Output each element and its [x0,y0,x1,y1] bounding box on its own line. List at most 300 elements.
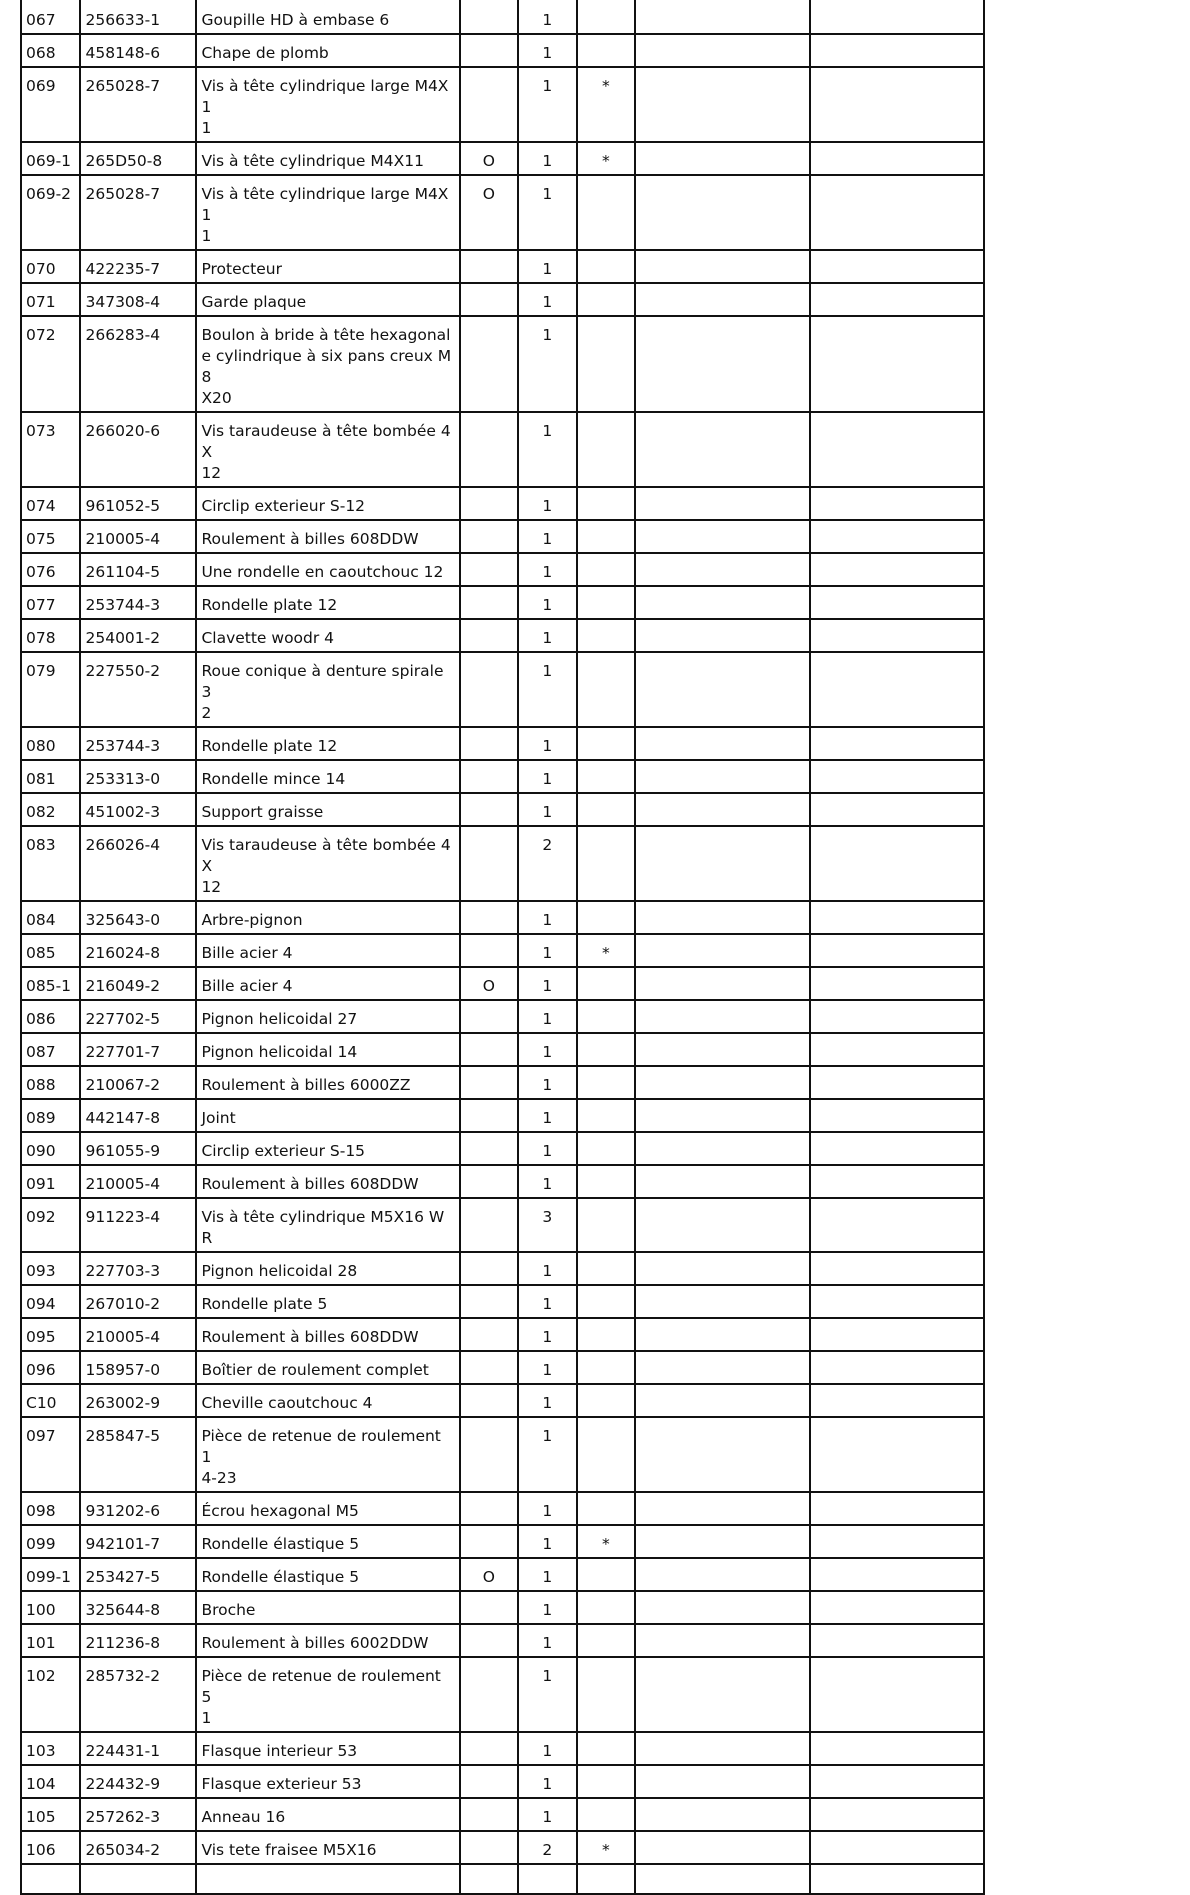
empty-cell [810,1417,985,1492]
note-mark-cell: * [577,1525,635,1558]
note-mark-cell [577,1198,635,1252]
ref-number-cell: 087 [21,1033,80,1066]
note-mark-cell [577,283,635,316]
empty-cell [810,727,985,760]
part-number-cell: 325644-8 [80,1591,196,1624]
part-number-cell: 227703-3 [80,1252,196,1285]
empty-cell [810,34,985,67]
table-row [21,1351,984,1384]
description-cell: Vis à tête cylindrique large M4X1 1 [196,175,459,250]
ref-number-cell: 081 [21,760,80,793]
quantity-cell: 1 [518,652,576,727]
note-mark-cell [577,1099,635,1132]
quantity-cell: 1 [518,1525,576,1558]
ref-number-cell: 075 [21,520,80,553]
option-cell [460,283,518,316]
ref-number-cell: 105 [21,1798,80,1831]
empty-cell [635,1831,809,1864]
option-cell [460,1099,518,1132]
note-mark-cell [577,1492,635,1525]
description-cell: Roue conique à denture spirale 3 2 [196,652,459,727]
empty-cell [577,1864,635,1894]
note-mark-cell [577,967,635,1000]
empty-cell [80,1864,196,1894]
description-cell: Rondelle élastique 5 [196,1558,459,1591]
empty-cell [810,1384,985,1417]
option-cell [460,553,518,586]
option-cell [460,1384,518,1417]
note-mark-cell [577,1417,635,1492]
part-number-cell: 224432-9 [80,1765,196,1798]
ref-number-cell: 102 [21,1657,80,1732]
empty-cell [810,1831,985,1864]
ref-number-cell: 070 [21,250,80,283]
description-cell: Vis taraudeuse à tête bombée 4X 12 [196,412,459,487]
empty-cell [635,1657,809,1732]
empty-cell [635,652,809,727]
note-mark-cell [577,1657,635,1732]
table-row [21,1285,984,1318]
table-row [21,142,984,175]
part-number-cell: 961055-9 [80,1132,196,1165]
ref-number-cell: 068 [21,34,80,67]
part-number-cell: 256633-1 [80,0,196,34]
table-row [21,727,984,760]
part-number-cell: 210005-4 [80,1165,196,1198]
option-cell [460,316,518,412]
part-number-cell: 422235-7 [80,250,196,283]
option-cell [460,1351,518,1384]
empty-cell [810,760,985,793]
empty-cell [635,1591,809,1624]
table-row [21,934,984,967]
ref-number-cell: 072 [21,316,80,412]
empty-cell [810,1252,985,1285]
empty-cell [810,967,985,1000]
part-number-cell: 216049-2 [80,967,196,1000]
part-number-cell: 451002-3 [80,793,196,826]
empty-cell [635,586,809,619]
note-mark-cell [577,1765,635,1798]
empty-cell [810,283,985,316]
note-mark-cell [577,1252,635,1285]
note-mark-cell [577,316,635,412]
empty-cell [635,316,809,412]
empty-cell [810,250,985,283]
ref-number-cell: 098 [21,1492,80,1525]
part-number-cell: 227702-5 [80,1000,196,1033]
empty-cell [810,1165,985,1198]
empty-cell [810,1066,985,1099]
note-mark-cell [577,1132,635,1165]
quantity-cell: 2 [518,826,576,901]
ref-number-cell: 085-1 [21,967,80,1000]
empty-cell [635,793,809,826]
description-cell: Bille acier 4 [196,934,459,967]
note-mark-cell [577,553,635,586]
quantity-cell: 1 [518,1492,576,1525]
quantity-cell: 1 [518,316,576,412]
option-cell [460,67,518,142]
note-mark-cell [577,250,635,283]
option-cell [460,520,518,553]
quantity-cell: 1 [518,1066,576,1099]
empty-cell [635,520,809,553]
table-row [21,1558,984,1591]
empty-cell [810,316,985,412]
note-mark-cell [577,487,635,520]
description-cell: Vis à tête cylindrique large M4X1 1 [196,67,459,142]
description-cell: Roulement à billes 6000ZZ [196,1066,459,1099]
empty-cell [810,0,985,34]
ref-number-cell: 096 [21,1351,80,1384]
empty-cell [635,0,809,34]
description-cell: Pignon helicoidal 14 [196,1033,459,1066]
description-cell: Pignon helicoidal 28 [196,1252,459,1285]
note-mark-cell [577,1591,635,1624]
option-cell [460,1198,518,1252]
option-cell [460,586,518,619]
table-row [21,412,984,487]
ref-number-cell: 104 [21,1765,80,1798]
note-mark-cell [577,1384,635,1417]
empty-cell [810,1000,985,1033]
table-row [21,34,984,67]
option-cell [460,487,518,520]
table-row [21,1198,984,1252]
empty-cell [810,826,985,901]
empty-cell [810,901,985,934]
empty-cell [810,1624,985,1657]
ref-number-cell: 069-2 [21,175,80,250]
quantity-cell: 1 [518,175,576,250]
part-number-cell: 253427-5 [80,1558,196,1591]
description-cell: Arbre-pignon [196,901,459,934]
table-row [21,1765,984,1798]
option-cell [460,619,518,652]
quantity-cell: 1 [518,586,576,619]
note-mark-cell [577,652,635,727]
empty-cell [21,1864,80,1894]
note-mark-cell [577,1000,635,1033]
option-cell [460,1525,518,1558]
option-cell [460,250,518,283]
option-cell [460,1417,518,1492]
table-row [21,1165,984,1198]
empty-cell [810,1765,985,1798]
description-cell: Une rondelle en caoutchouc 12 [196,553,459,586]
part-number-cell: 961052-5 [80,487,196,520]
option-cell: O [460,1558,518,1591]
description-cell: Circlip exterieur S-15 [196,1132,459,1165]
description-cell: Roulement à billes 608DDW [196,1165,459,1198]
note-mark-cell [577,826,635,901]
note-mark-cell [577,1624,635,1657]
quantity-cell: 1 [518,487,576,520]
table-row [21,1831,984,1864]
part-number-cell: 227550-2 [80,652,196,727]
ref-number-cell: 094 [21,1285,80,1318]
empty-cell [810,1099,985,1132]
option-cell [460,1318,518,1351]
description-cell: Écrou hexagonal M5 [196,1492,459,1525]
note-mark-cell: * [577,934,635,967]
option-cell [460,1252,518,1285]
empty-cell [810,1132,985,1165]
empty-cell [810,142,985,175]
option-cell [460,793,518,826]
part-number-cell: 158957-0 [80,1351,196,1384]
option-cell [460,934,518,967]
note-mark-cell [577,34,635,67]
description-cell: Bille acier 4 [196,967,459,1000]
description-cell: Goupille HD à embase 6 [196,0,459,34]
ref-number-cell: 097 [21,1417,80,1492]
ref-number-cell: 071 [21,283,80,316]
quantity-cell: 1 [518,142,576,175]
description-cell: Roulement à billes 608DDW [196,1318,459,1351]
option-cell [460,1732,518,1765]
description-cell: Rondelle mince 14 [196,760,459,793]
ref-number-cell: 067 [21,0,80,34]
quantity-cell: 1 [518,1033,576,1066]
quantity-cell: 1 [518,619,576,652]
empty-cell [810,1657,985,1732]
quantity-cell: 1 [518,1318,576,1351]
part-number-cell: 285847-5 [80,1417,196,1492]
empty-cell [635,1624,809,1657]
part-number-cell: 253744-3 [80,586,196,619]
empty-cell [635,250,809,283]
empty-cell [635,1000,809,1033]
option-cell [460,1765,518,1798]
part-number-cell: 931202-6 [80,1492,196,1525]
part-number-cell: 267010-2 [80,1285,196,1318]
ref-number-cell: 092 [21,1198,80,1252]
ref-number-cell: 093 [21,1252,80,1285]
description-cell: Protecteur [196,250,459,283]
option-cell [460,760,518,793]
empty-cell [810,520,985,553]
table-row [21,1099,984,1132]
ref-number-cell: 080 [21,727,80,760]
part-number-cell: 442147-8 [80,1099,196,1132]
quantity-cell: 1 [518,727,576,760]
quantity-cell: 1 [518,934,576,967]
empty-cell [635,1066,809,1099]
option-cell [460,1591,518,1624]
empty-cell [810,487,985,520]
quantity-cell: 1 [518,1285,576,1318]
description-cell: Rondelle élastique 5 [196,1525,459,1558]
empty-cell [810,1732,985,1765]
table-row [21,793,984,826]
quantity-cell: 1 [518,1000,576,1033]
quantity-cell: 1 [518,1765,576,1798]
part-number-cell: 210067-2 [80,1066,196,1099]
option-cell [460,1285,518,1318]
table-row [21,67,984,142]
description-cell: Boîtier de roulement complet [196,1351,459,1384]
empty-cell [810,1591,985,1624]
ref-number-cell: 088 [21,1066,80,1099]
note-mark-cell [577,175,635,250]
quantity-cell: 1 [518,1132,576,1165]
option-cell [460,1492,518,1525]
table-row [21,520,984,553]
quantity-cell: 1 [518,1591,576,1624]
quantity-cell: 1 [518,67,576,142]
note-mark-cell [577,0,635,34]
ref-number-cell: 086 [21,1000,80,1033]
note-mark-cell [577,1033,635,1066]
empty-cell [810,175,985,250]
ref-number-cell: 100 [21,1591,80,1624]
description-cell: Vis à tête cylindrique M5X16 WR [196,1198,459,1252]
description-cell: Pièce de retenue de roulement 1 4-23 [196,1417,459,1492]
table-row [21,1066,984,1099]
empty-cell [635,1198,809,1252]
table-row [21,553,984,586]
option-cell [460,0,518,34]
description-cell: Roulement à billes 6002DDW [196,1624,459,1657]
empty-cell [196,1864,459,1894]
quantity-cell: 1 [518,1252,576,1285]
description-cell: Support graisse [196,793,459,826]
note-mark-cell [577,901,635,934]
table-row [21,652,984,727]
note-mark-cell [577,586,635,619]
table-row [21,1798,984,1831]
table-row [21,1252,984,1285]
part-number-cell: 265028-7 [80,175,196,250]
empty-cell [635,760,809,793]
part-number-cell: 216024-8 [80,934,196,967]
quantity-cell: 1 [518,1099,576,1132]
empty-cell [635,901,809,934]
empty-cell [635,1285,809,1318]
part-number-cell: 266020-6 [80,412,196,487]
table-row [21,1417,984,1492]
empty-cell [635,1132,809,1165]
empty-cell [810,1318,985,1351]
empty-cell [810,1558,985,1591]
ref-number-cell: 084 [21,901,80,934]
empty-cell [810,586,985,619]
quantity-cell: 1 [518,1624,576,1657]
empty-cell [810,412,985,487]
empty-cell [635,1033,809,1066]
note-mark-cell [577,1351,635,1384]
note-mark-cell [577,1285,635,1318]
quantity-cell: 1 [518,760,576,793]
option-cell [460,1033,518,1066]
ref-number-cell: 073 [21,412,80,487]
note-mark-cell [577,793,635,826]
empty-cell [635,553,809,586]
empty-cell [635,1318,809,1351]
part-number-cell: 253744-3 [80,727,196,760]
ref-number-cell: 069 [21,67,80,142]
table-row [21,1657,984,1732]
part-number-cell: 257262-3 [80,1798,196,1831]
table-row [21,901,984,934]
description-cell: Flasque interieur 53 [196,1732,459,1765]
quantity-cell: 1 [518,1732,576,1765]
table-row [21,826,984,901]
part-number-cell: 325643-0 [80,901,196,934]
note-mark-cell: * [577,67,635,142]
part-number-cell: 261104-5 [80,553,196,586]
description-cell: Boulon à bride à tête hexagonal e cylindrique à six pans creux M8 X20 [196,316,459,412]
table-row [21,175,984,250]
note-mark-cell [577,727,635,760]
part-number-cell: 285732-2 [80,1657,196,1732]
empty-cell [810,1198,985,1252]
quantity-cell: 1 [518,967,576,1000]
part-number-cell: 210005-4 [80,520,196,553]
empty-cell [810,553,985,586]
part-number-cell: 254001-2 [80,619,196,652]
note-mark-cell [577,1165,635,1198]
part-number-cell: 263002-9 [80,1384,196,1417]
note-mark-cell: * [577,1831,635,1864]
empty-cell [810,67,985,142]
part-number-cell: 942101-7 [80,1525,196,1558]
empty-cell [635,1798,809,1831]
ref-number-cell: 082 [21,793,80,826]
quantity-cell: 1 [518,412,576,487]
part-number-cell: 265034-2 [80,1831,196,1864]
note-mark-cell [577,619,635,652]
quantity-cell: 1 [518,553,576,586]
part-number-cell: 347308-4 [80,283,196,316]
table-row [21,250,984,283]
note-mark-cell [577,1318,635,1351]
quantity-cell: 2 [518,1831,576,1864]
option-cell [460,901,518,934]
quantity-cell: 1 [518,793,576,826]
ref-number-cell: 085 [21,934,80,967]
note-mark-cell [577,760,635,793]
empty-cell [635,142,809,175]
empty-cell [635,1525,809,1558]
table-row [21,1492,984,1525]
description-cell: Cheville caoutchouc 4 [196,1384,459,1417]
empty-cell [635,34,809,67]
table-row [21,760,984,793]
table-row [21,1318,984,1351]
empty-cell [635,487,809,520]
quantity-cell: 1 [518,1798,576,1831]
table-row [21,586,984,619]
quantity-cell: 3 [518,1198,576,1252]
quantity-cell: 1 [518,0,576,34]
quantity-cell: 1 [518,34,576,67]
empty-cell [810,652,985,727]
option-cell [460,34,518,67]
table-row [21,1525,984,1558]
description-cell: Joint [196,1099,459,1132]
table-row [21,487,984,520]
empty-cell [635,175,809,250]
ref-number-cell: 077 [21,586,80,619]
option-cell: O [460,142,518,175]
ref-number-cell: 083 [21,826,80,901]
empty-cell [635,67,809,142]
table-row [21,1000,984,1033]
empty-cell [635,412,809,487]
